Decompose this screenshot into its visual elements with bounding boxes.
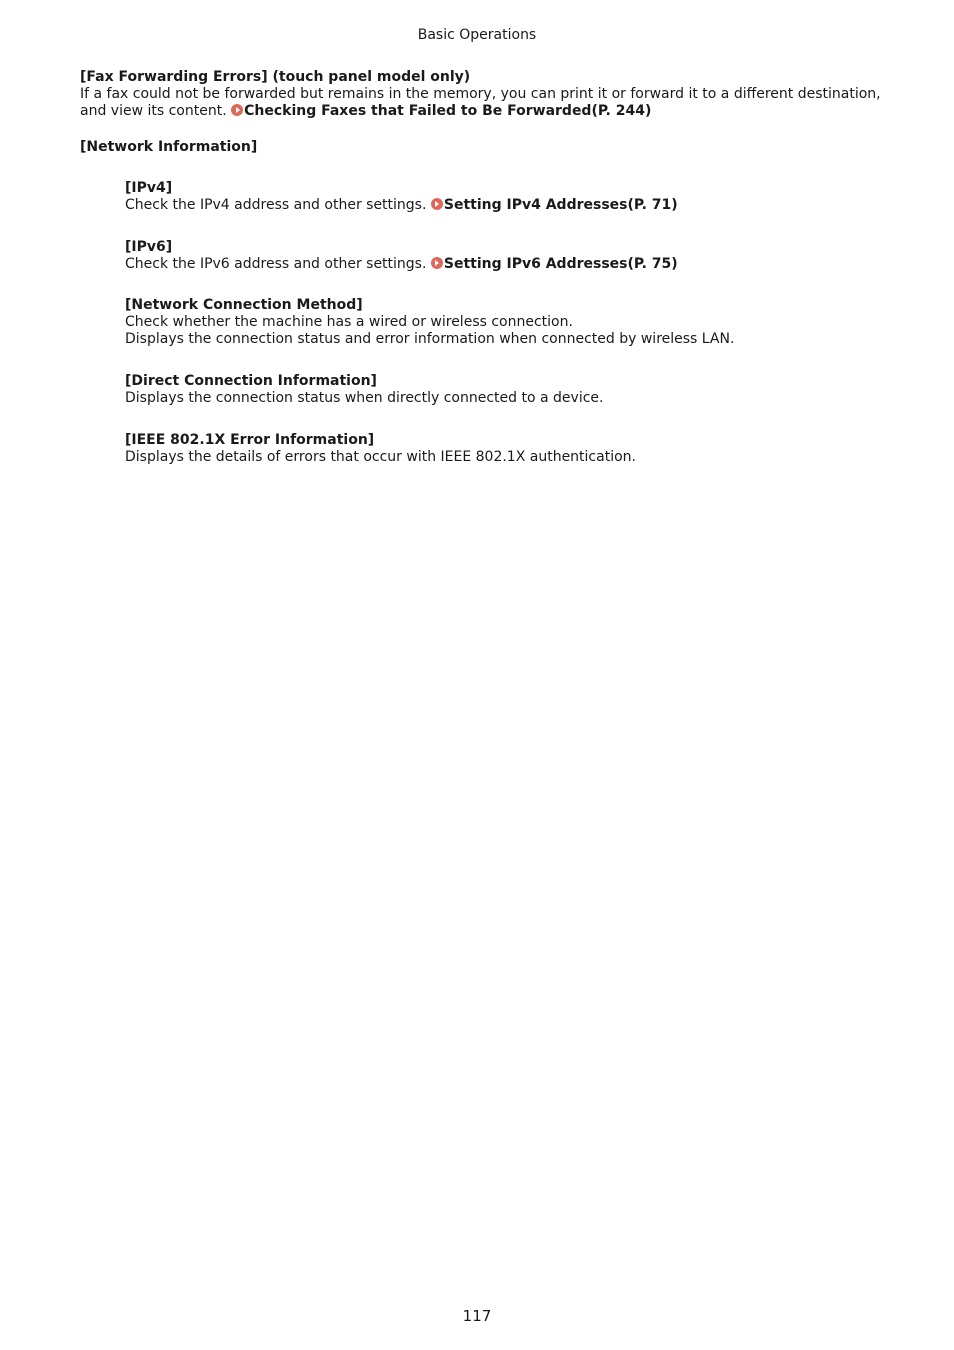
network-connection-method-section: [125, 297, 885, 348]
ipv4-section: [125, 180, 885, 214]
ipv6-heading: [IPv6]: [125, 239, 173, 255]
fax-forwarding-errors-section: [80, 69, 890, 120]
ipv6-description: [125, 256, 885, 273]
direct-connection-information-heading: [Direct Connection Information]: [125, 373, 377, 389]
ipv4-description: [125, 197, 885, 214]
arrow-link-icon: [431, 257, 443, 269]
ipv4-heading: [IPv4]: [125, 180, 173, 196]
ipv6-link-label[interactable]: Setting IPv6 Addresses(P. 75): [443, 256, 678, 272]
ipv6-text: Check the IPv6 address and other settings.: [125, 256, 427, 272]
fax-forwarding-errors-description: [80, 86, 890, 120]
arrow-link-icon: [231, 104, 243, 116]
direct-connection-information-section: [125, 373, 885, 407]
page-header: Basic Operations: [417, 27, 537, 43]
fax-forwarding-errors-heading: [Fax Forwarding Errors] (touch panel model only): [80, 69, 471, 85]
ipv4-link[interactable]: [431, 197, 678, 213]
network-information-heading: [Network Information]: [80, 139, 258, 155]
network-connection-method-line2: Displays the connection status and error information when connected by wireless LAN.: [125, 331, 735, 347]
network-information-section: [80, 139, 257, 156]
fax-forwarding-link-label[interactable]: Checking Faxes that Failed to Be Forwarded(P. 244): [244, 103, 652, 119]
network-connection-method-line1: Check whether the machine has a wired or wireless connection.: [125, 314, 573, 330]
ieee-error-information-section: [125, 432, 885, 466]
network-connection-method-heading: [Network Connection Method]: [125, 297, 363, 313]
fax-forwarding-errors-text: If a fax could not be forwarded but remains in the memory, you can print it or forward it to a different destination, and view its content.: [80, 86, 881, 119]
ieee-error-information-heading: [IEEE 802.1X Error Information]: [125, 432, 375, 448]
ipv6-link[interactable]: [431, 256, 678, 272]
fax-forwarding-link[interactable]: [231, 103, 651, 119]
arrow-link-icon: [431, 198, 443, 210]
page-number: 117: [462, 1307, 492, 1325]
ipv4-link-label[interactable]: Setting IPv4 Addresses(P. 71): [443, 197, 678, 213]
ipv4-text: Check the IPv4 address and other settings.: [125, 197, 427, 213]
ieee-error-information-text: Displays the details of errors that occur with IEEE 802.1X authentication.: [125, 449, 636, 465]
direct-connection-information-text: Displays the connection status when directly connected to a device.: [125, 390, 604, 406]
ipv6-section: [125, 239, 885, 273]
